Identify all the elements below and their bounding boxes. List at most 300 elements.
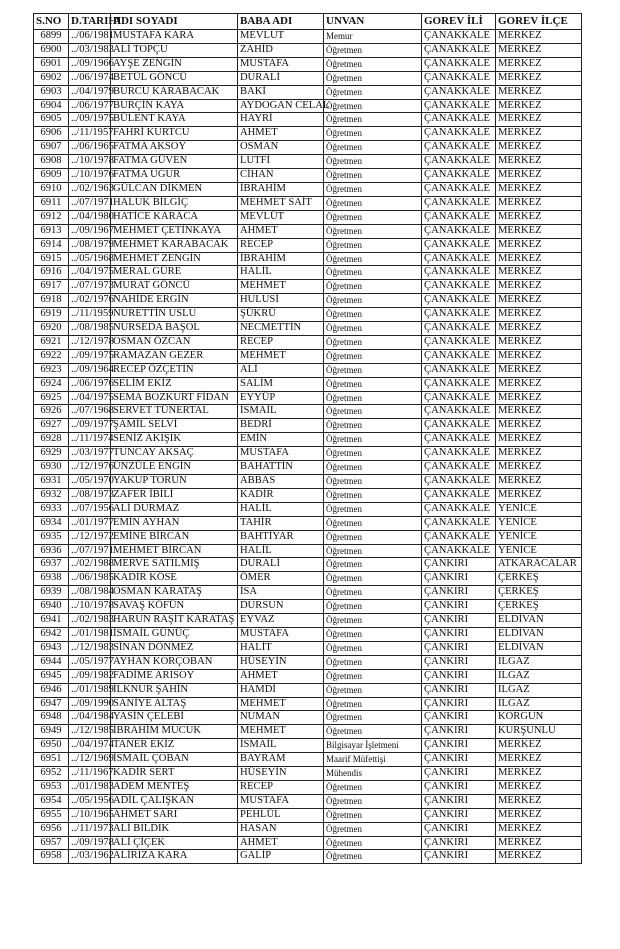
cell-date: ../09/1978 bbox=[69, 836, 111, 850]
cell-title: Öğretmen bbox=[324, 669, 422, 683]
cell-father-name: PEHLÜL bbox=[238, 808, 324, 822]
cell-sno: 6940 bbox=[34, 600, 69, 614]
cell-father-name: MEHMET bbox=[238, 349, 324, 363]
cell-title: Öğretmen bbox=[324, 99, 422, 113]
cell-father-name: MEVLÜT bbox=[238, 210, 324, 224]
cell-title: Öğretmen bbox=[324, 391, 422, 405]
cell-province: ÇANAKKALE bbox=[422, 127, 496, 141]
cell-district: MERKEZ bbox=[496, 294, 582, 308]
cell-sno: 6933 bbox=[34, 502, 69, 516]
cell-province: ÇANKIRI bbox=[422, 711, 496, 725]
cell-father-name: RECEP bbox=[238, 238, 324, 252]
cell-title: Öğretmen bbox=[324, 43, 422, 57]
cell-date: ../01/1977 bbox=[69, 516, 111, 530]
cell-name: GÜLCAN DİKMEN bbox=[111, 182, 238, 196]
cell-province: ÇANAKKALE bbox=[422, 280, 496, 294]
cell-date: ../12/1985 bbox=[69, 725, 111, 739]
cell-date: ../05/1956 bbox=[69, 794, 111, 808]
cell-father-name: MEHMET bbox=[238, 725, 324, 739]
table-row bbox=[34, 266, 582, 280]
cell-title: Öğretmen bbox=[324, 447, 422, 461]
cell-province: ÇANKIRI bbox=[422, 669, 496, 683]
cell-district: ÇERKEŞ bbox=[496, 600, 582, 614]
cell-title: Öğretmen bbox=[324, 280, 422, 294]
cell-date: ../04/1975 bbox=[69, 266, 111, 280]
cell-father-name: HALİL bbox=[238, 544, 324, 558]
cell-district: MERKEZ bbox=[496, 57, 582, 71]
cell-name: EMİN AYHAN bbox=[111, 516, 238, 530]
cell-name: NURSEDA BAŞOL bbox=[111, 322, 238, 336]
cell-name: BURÇİN KAYA bbox=[111, 99, 238, 113]
cell-date: ../08/1979 bbox=[69, 238, 111, 252]
cell-sno: 6943 bbox=[34, 641, 69, 655]
cell-date: ../09/1975 bbox=[69, 113, 111, 127]
cell-date: ../02/1988 bbox=[69, 558, 111, 572]
cell-sno: 6910 bbox=[34, 182, 69, 196]
cell-sno: 6902 bbox=[34, 71, 69, 85]
cell-father-name: MUSTAFA bbox=[238, 794, 324, 808]
cell-province: ÇANKIRI bbox=[422, 627, 496, 641]
cell-title: Öğretmen bbox=[324, 322, 422, 336]
cell-title: Öğretmen bbox=[324, 711, 422, 725]
cell-date: ../04/1975 bbox=[69, 391, 111, 405]
cell-district: MERKEZ bbox=[496, 419, 582, 433]
cell-name: ALİRIZA KARA bbox=[111, 850, 238, 864]
cell-title: Öğretmen bbox=[324, 57, 422, 71]
table-row bbox=[34, 683, 582, 697]
cell-title: Öğretmen bbox=[324, 725, 422, 739]
cell-date: ../06/1976 bbox=[69, 377, 111, 391]
cell-name: FATMA GÜVEN bbox=[111, 155, 238, 169]
cell-district: ILGAZ bbox=[496, 669, 582, 683]
cell-father-name: AHMET bbox=[238, 127, 324, 141]
cell-name: YAKUP TORUN bbox=[111, 475, 238, 489]
cell-district: MERKEZ bbox=[496, 322, 582, 336]
cell-province: ÇANAKKALE bbox=[422, 419, 496, 433]
cell-name: ALİ DURMAZ bbox=[111, 502, 238, 516]
cell-name: MERVE SATILMIŞ bbox=[111, 558, 238, 572]
table-row bbox=[34, 238, 582, 252]
cell-province: ÇANAKKALE bbox=[422, 475, 496, 489]
cell-district: MERKEZ bbox=[496, 30, 582, 44]
cell-father-name: HÜSEYİN bbox=[238, 655, 324, 669]
cell-province: ÇANAKKALE bbox=[422, 169, 496, 183]
cell-father-name: HÜSEYİN bbox=[238, 767, 324, 781]
cell-name: MURAT GÖNCÜ bbox=[111, 280, 238, 294]
cell-district: MERKEZ bbox=[496, 196, 582, 210]
cell-date: ../09/1975 bbox=[69, 349, 111, 363]
table-row bbox=[34, 808, 582, 822]
cell-date: ../06/1965 bbox=[69, 141, 111, 155]
cell-name: FATMA AKSOY bbox=[111, 141, 238, 155]
table-body bbox=[34, 30, 582, 864]
cell-sno: 6928 bbox=[34, 433, 69, 447]
cell-district: KURŞUNLU bbox=[496, 725, 582, 739]
cell-name: SENİZ AKIŞIK bbox=[111, 433, 238, 447]
cell-date: ../10/1978 bbox=[69, 600, 111, 614]
table-row bbox=[34, 43, 582, 57]
cell-title: Mühendis bbox=[324, 767, 422, 781]
cell-father-name: EYYÜP bbox=[238, 391, 324, 405]
table-row bbox=[34, 349, 582, 363]
cell-date: ../07/1973 bbox=[69, 280, 111, 294]
cell-title: Öğretmen bbox=[324, 572, 422, 586]
cell-district: MERKEZ bbox=[496, 308, 582, 322]
header-province: GOREV İLİ bbox=[422, 14, 496, 30]
table-row bbox=[34, 419, 582, 433]
cell-province: ÇANKIRI bbox=[422, 697, 496, 711]
cell-name: RAMAZAN GEZER bbox=[111, 349, 238, 363]
cell-sno: 6921 bbox=[34, 335, 69, 349]
cell-name: ALİ ÇİÇEK bbox=[111, 836, 238, 850]
cell-sno: 6941 bbox=[34, 614, 69, 628]
cell-district: MERKEZ bbox=[496, 391, 582, 405]
cell-father-name: AYDOĞAN CELAL bbox=[238, 99, 324, 113]
cell-province: ÇANAKKALE bbox=[422, 447, 496, 461]
table-row bbox=[34, 141, 582, 155]
cell-name: ADİL ÇALIŞKAN bbox=[111, 794, 238, 808]
cell-province: ÇANKIRI bbox=[422, 600, 496, 614]
cell-name: MEHMET KARABACAK bbox=[111, 238, 238, 252]
cell-sno: 6912 bbox=[34, 210, 69, 224]
cell-province: ÇANKIRI bbox=[422, 641, 496, 655]
table-row bbox=[34, 224, 582, 238]
table-row bbox=[34, 252, 582, 266]
cell-title: Öğretmen bbox=[324, 808, 422, 822]
cell-sno: 6932 bbox=[34, 488, 69, 502]
cell-name: YASİN ÇELEBİ bbox=[111, 711, 238, 725]
cell-title: Öğretmen bbox=[324, 196, 422, 210]
table-row bbox=[34, 461, 582, 475]
cell-name: MEHMET ÇETİNKAYA bbox=[111, 224, 238, 238]
cell-sno: 6950 bbox=[34, 739, 69, 753]
cell-district: MERKEZ bbox=[496, 266, 582, 280]
table-row bbox=[34, 753, 582, 767]
cell-title: Öğretmen bbox=[324, 294, 422, 308]
cell-name: İBRAHİM MUCUK bbox=[111, 725, 238, 739]
cell-sno: 6955 bbox=[34, 808, 69, 822]
cell-date: ../12/1969 bbox=[69, 753, 111, 767]
cell-date: ../11/1973 bbox=[69, 822, 111, 836]
table-row bbox=[34, 447, 582, 461]
cell-name: FADİME ARISOY bbox=[111, 669, 238, 683]
cell-district: YENİCE bbox=[496, 502, 582, 516]
table-row bbox=[34, 99, 582, 113]
cell-title: Öğretmen bbox=[324, 349, 422, 363]
cell-date: ../08/1984 bbox=[69, 586, 111, 600]
cell-father-name: MEHMET bbox=[238, 280, 324, 294]
cell-district: ILGAZ bbox=[496, 655, 582, 669]
cell-title: Öğretmen bbox=[324, 502, 422, 516]
cell-sno: 6931 bbox=[34, 475, 69, 489]
cell-name: SELİM EKİZ bbox=[111, 377, 238, 391]
cell-sno: 6952 bbox=[34, 767, 69, 781]
cell-father-name: MEHMET SAİT bbox=[238, 196, 324, 210]
cell-province: ÇANAKKALE bbox=[422, 57, 496, 71]
cell-date: ../12/1976 bbox=[69, 461, 111, 475]
cell-father-name: HALİT bbox=[238, 641, 324, 655]
cell-title: Öğretmen bbox=[324, 516, 422, 530]
cell-title: Öğretmen bbox=[324, 155, 422, 169]
cell-father-name: ŞÜKRÜ bbox=[238, 308, 324, 322]
cell-date: ../01/1989 bbox=[69, 683, 111, 697]
table-row bbox=[34, 377, 582, 391]
cell-district: ELDİVAN bbox=[496, 641, 582, 655]
cell-date: ../04/1980 bbox=[69, 210, 111, 224]
cell-date: ../04/1984 bbox=[69, 711, 111, 725]
cell-father-name: BEDRİ bbox=[238, 419, 324, 433]
cell-date: ../03/1983 bbox=[69, 43, 111, 57]
cell-date: ../07/1971 bbox=[69, 196, 111, 210]
cell-title: Öğretmen bbox=[324, 475, 422, 489]
cell-name: ÜNZÜLE ENGİN bbox=[111, 461, 238, 475]
cell-district: ILGAZ bbox=[496, 683, 582, 697]
cell-district: MERKEZ bbox=[496, 127, 582, 141]
cell-district: MERKEZ bbox=[496, 794, 582, 808]
cell-father-name: HALİL bbox=[238, 266, 324, 280]
cell-name: MERAL GÜRE bbox=[111, 266, 238, 280]
cell-father-name: KADİR bbox=[238, 488, 324, 502]
cell-province: ÇANAKKALE bbox=[422, 405, 496, 419]
cell-date: ../12/1978 bbox=[69, 335, 111, 349]
cell-sno: 6906 bbox=[34, 127, 69, 141]
cell-date: ../01/1983 bbox=[69, 780, 111, 794]
cell-province: ÇANKIRI bbox=[422, 794, 496, 808]
cell-title: Öğretmen bbox=[324, 210, 422, 224]
cell-title: Öğretmen bbox=[324, 683, 422, 697]
cell-date: ../02/1983 bbox=[69, 614, 111, 628]
cell-name: MUSTAFA KARA bbox=[111, 30, 238, 44]
cell-province: ÇANAKKALE bbox=[422, 182, 496, 196]
cell-district: KORGUN bbox=[496, 711, 582, 725]
cell-province: ÇANAKKALE bbox=[422, 335, 496, 349]
cell-father-name: ALİ bbox=[238, 363, 324, 377]
cell-date: ../03/1977 bbox=[69, 447, 111, 461]
cell-date: ../06/1985 bbox=[69, 572, 111, 586]
cell-father-name: HASAN bbox=[238, 822, 324, 836]
cell-district: MERKEZ bbox=[496, 780, 582, 794]
table-row bbox=[34, 627, 582, 641]
cell-sno: 6914 bbox=[34, 238, 69, 252]
table-row bbox=[34, 669, 582, 683]
cell-name: ZAFER İBİLİ bbox=[111, 488, 238, 502]
cell-father-name: RECEP bbox=[238, 780, 324, 794]
cell-father-name: DURALİ bbox=[238, 71, 324, 85]
cell-province: ÇANAKKALE bbox=[422, 30, 496, 44]
table-row bbox=[34, 127, 582, 141]
cell-sno: 6901 bbox=[34, 57, 69, 71]
cell-province: ÇANAKKALE bbox=[422, 224, 496, 238]
cell-date: ../10/1978 bbox=[69, 155, 111, 169]
cell-sno: 6924 bbox=[34, 377, 69, 391]
cell-father-name: OSMAN bbox=[238, 141, 324, 155]
cell-title: Öğretmen bbox=[324, 308, 422, 322]
cell-province: ÇANAKKALE bbox=[422, 266, 496, 280]
cell-district: MERKEZ bbox=[496, 71, 582, 85]
table-row bbox=[34, 210, 582, 224]
cell-father-name: NECMETTİN bbox=[238, 322, 324, 336]
cell-title: Öğretmen bbox=[324, 182, 422, 196]
cell-father-name: AHMET bbox=[238, 836, 324, 850]
table-row bbox=[34, 516, 582, 530]
cell-province: ÇANAKKALE bbox=[422, 155, 496, 169]
table-row bbox=[34, 655, 582, 669]
cell-sno: 6953 bbox=[34, 780, 69, 794]
cell-date: ../02/1976 bbox=[69, 294, 111, 308]
cell-district: YENİCE bbox=[496, 544, 582, 558]
cell-date: ../06/1977 bbox=[69, 99, 111, 113]
cell-date: ../09/1967 bbox=[69, 224, 111, 238]
header-row bbox=[34, 14, 582, 30]
cell-sno: 6942 bbox=[34, 627, 69, 641]
cell-date: ../08/1973 bbox=[69, 488, 111, 502]
cell-sno: 6911 bbox=[34, 196, 69, 210]
cell-province: ÇANKIRI bbox=[422, 739, 496, 753]
table-row bbox=[34, 739, 582, 753]
cell-name: TANER EKİZ bbox=[111, 739, 238, 753]
table-row bbox=[34, 308, 582, 322]
cell-father-name: MUSTAFA bbox=[238, 57, 324, 71]
cell-district: MERKEZ bbox=[496, 252, 582, 266]
cell-date: ../03/1962 bbox=[69, 850, 111, 864]
cell-sno: 6909 bbox=[34, 169, 69, 183]
cell-name: AYŞE ZENGİN bbox=[111, 57, 238, 71]
cell-province: ÇANAKKALE bbox=[422, 433, 496, 447]
cell-title: Öğretmen bbox=[324, 433, 422, 447]
cell-date: ../09/1977 bbox=[69, 419, 111, 433]
cell-sno: 6926 bbox=[34, 405, 69, 419]
cell-title: Maarif Müfettişi bbox=[324, 753, 422, 767]
cell-father-name: AHMET bbox=[238, 669, 324, 683]
cell-father-name: HULUSİ bbox=[238, 294, 324, 308]
table-row bbox=[34, 822, 582, 836]
cell-name: SİNAN DÖNMEZ bbox=[111, 641, 238, 655]
table-row bbox=[34, 57, 582, 71]
header-name: ADI SOYADI bbox=[111, 14, 238, 30]
cell-title: Öğretmen bbox=[324, 127, 422, 141]
cell-district: MERKEZ bbox=[496, 433, 582, 447]
cell-province: ÇANAKKALE bbox=[422, 377, 496, 391]
cell-sno: 6929 bbox=[34, 447, 69, 461]
cell-name: SERVET TÜNERTAL bbox=[111, 405, 238, 419]
table-row bbox=[34, 391, 582, 405]
cell-province: ÇANAKKALE bbox=[422, 71, 496, 85]
cell-province: ÇANKIRI bbox=[422, 558, 496, 572]
cell-district: MERKEZ bbox=[496, 85, 582, 99]
cell-father-name: LUTFİ bbox=[238, 155, 324, 169]
cell-province: ÇANKIRI bbox=[422, 850, 496, 864]
cell-name: AYHAN KORÇOBAN bbox=[111, 655, 238, 669]
table-row bbox=[34, 182, 582, 196]
table-row bbox=[34, 475, 582, 489]
cell-sno: 6957 bbox=[34, 836, 69, 850]
cell-date: ../12/1983 bbox=[69, 641, 111, 655]
cell-title: Öğretmen bbox=[324, 655, 422, 669]
cell-name: HATİCE KARACA bbox=[111, 210, 238, 224]
cell-date: ../02/1963 bbox=[69, 182, 111, 196]
cell-father-name: MUSTAFA bbox=[238, 627, 324, 641]
table-row bbox=[34, 586, 582, 600]
table-row bbox=[34, 614, 582, 628]
cell-date: ../06/1981 bbox=[69, 30, 111, 44]
table-row bbox=[34, 725, 582, 739]
cell-district: MERKEZ bbox=[496, 739, 582, 753]
cell-date: ../10/1976 bbox=[69, 169, 111, 183]
cell-name: NAHİDE ERGİN bbox=[111, 294, 238, 308]
cell-province: ÇANAKKALE bbox=[422, 349, 496, 363]
cell-father-name: İBRAHİM bbox=[238, 252, 324, 266]
cell-district: MERKEZ bbox=[496, 808, 582, 822]
cell-father-name: CİHAN bbox=[238, 169, 324, 183]
cell-sno: 6958 bbox=[34, 850, 69, 864]
cell-father-name: İBRAHİM bbox=[238, 182, 324, 196]
cell-district: ILGAZ bbox=[496, 697, 582, 711]
cell-date: ../11/1967 bbox=[69, 767, 111, 781]
cell-province: ÇANKIRI bbox=[422, 767, 496, 781]
cell-sno: 6919 bbox=[34, 308, 69, 322]
cell-name: BETÜL GÖNCÜ bbox=[111, 71, 238, 85]
cell-father-name: DURALİ bbox=[238, 558, 324, 572]
cell-district: MERKEZ bbox=[496, 377, 582, 391]
cell-date: ../01/1981 bbox=[69, 627, 111, 641]
cell-province: ÇANKIRI bbox=[422, 725, 496, 739]
cell-name: HARUN RAŞİT KARATAŞ bbox=[111, 614, 238, 628]
cell-name: ADEM MENTEŞ bbox=[111, 780, 238, 794]
cell-father-name: SALİM bbox=[238, 377, 324, 391]
cell-title: Öğretmen bbox=[324, 419, 422, 433]
cell-title: Öğretmen bbox=[324, 252, 422, 266]
cell-date: ../11/1974 bbox=[69, 433, 111, 447]
document-page bbox=[33, 13, 581, 864]
cell-name: ŞAMİL SELVİ bbox=[111, 419, 238, 433]
cell-name: NURETTİN USLU bbox=[111, 308, 238, 322]
table-row bbox=[34, 363, 582, 377]
cell-sno: 6923 bbox=[34, 363, 69, 377]
cell-father-name: NUMAN bbox=[238, 711, 324, 725]
cell-sno: 6937 bbox=[34, 558, 69, 572]
cell-title: Öğretmen bbox=[324, 697, 422, 711]
cell-province: ÇANAKKALE bbox=[422, 322, 496, 336]
cell-sno: 6956 bbox=[34, 822, 69, 836]
cell-name: İSMAİL GÜNÜÇ bbox=[111, 627, 238, 641]
cell-father-name: AHMET bbox=[238, 224, 324, 238]
cell-father-name: BAHTİYAR bbox=[238, 530, 324, 544]
cell-date: ../09/1982 bbox=[69, 669, 111, 683]
cell-name: FAHRİ KURTCU bbox=[111, 127, 238, 141]
cell-sno: 6900 bbox=[34, 43, 69, 57]
cell-name: ALİ BILDIK bbox=[111, 822, 238, 836]
table-row bbox=[34, 169, 582, 183]
cell-title: Öğretmen bbox=[324, 641, 422, 655]
cell-district: ÇERKEŞ bbox=[496, 586, 582, 600]
cell-title: Öğretmen bbox=[324, 780, 422, 794]
cell-date: ../12/1972 bbox=[69, 530, 111, 544]
cell-sno: 6944 bbox=[34, 655, 69, 669]
cell-title: Öğretmen bbox=[324, 488, 422, 502]
cell-name: BÜLENT KAYA bbox=[111, 113, 238, 127]
cell-district: YENİCE bbox=[496, 530, 582, 544]
cell-district: MERKEZ bbox=[496, 113, 582, 127]
cell-sno: 6954 bbox=[34, 794, 69, 808]
cell-district: MERKEZ bbox=[496, 238, 582, 252]
cell-province: ÇANKIRI bbox=[422, 655, 496, 669]
cell-province: ÇANAKKALE bbox=[422, 43, 496, 57]
table-row bbox=[34, 572, 582, 586]
cell-title: Öğretmen bbox=[324, 530, 422, 544]
cell-district: MERKEZ bbox=[496, 488, 582, 502]
cell-title: Öğretmen bbox=[324, 224, 422, 238]
cell-title: Öğretmen bbox=[324, 377, 422, 391]
